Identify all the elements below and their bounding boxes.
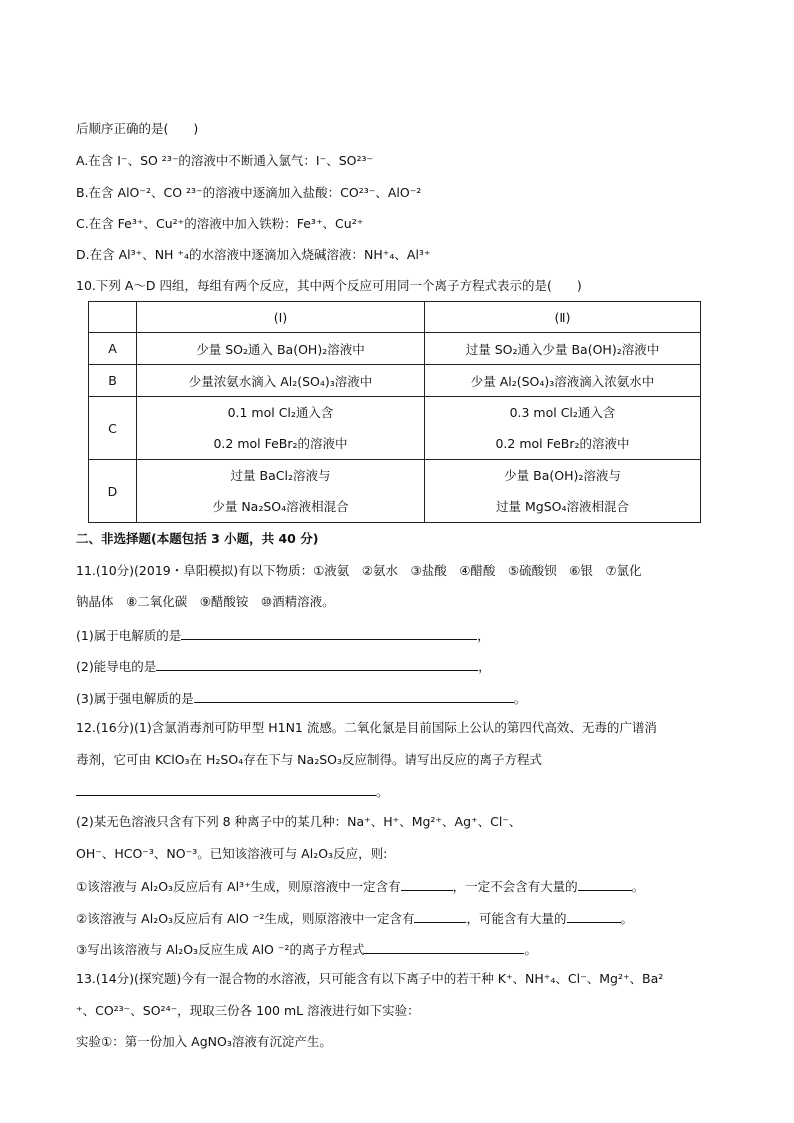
cell-line: 少量 Na₂SO₄溶液相混合 [212,499,349,514]
row-cell-2: 过量 SO₂通入少量 Ba(OH)₂溶液中 [425,333,701,365]
section-title: 二、非选择题(本题包括 3 小题，共 40 分) [76,531,319,546]
q13-line-3: 实验①：第一份加入 AgNO₃溶液有沉淀产生。 [76,1034,332,1049]
table-row [89,365,701,397]
row-label: B [89,365,137,397]
q11-part-1 [76,625,734,645]
answer-blank [76,781,376,796]
cell-line: 0.2 mol FeBr₂的溶液中 [495,436,630,451]
cell-line: 过量 BaCl₂溶液与 [230,468,331,483]
cell-line: 0.1 mol Cl₂通入含 [227,405,334,420]
q9-stem: 后顺序正确的是( ) [76,121,199,136]
q12-sub-1-a: ①该溶液与 Al₂O₃反应后有 Al³⁺生成，则原溶液中一定含有 [76,879,401,894]
q12-line-1: 12.(16分)(1)含氯消毒剂可防甲型 H1N1 流感。二氧化氯是目前国际上公认的第四代高效、无毒的广谱消 [76,720,657,735]
q12-sub-2 [76,908,734,928]
table-row [89,397,701,460]
cell-line: 0.2 mol FeBr₂的溶液中 [213,436,348,451]
q11-line-1: 11.(10分)(2019・阜阳模拟)有以下物质：①液氨 ②氨水 ③盐酸 ④醋酸 ⑤硫酸钡 ⑥银 ⑦氯化 [76,563,642,578]
answer-blank [181,625,477,640]
table-row [89,333,701,365]
q10-table [88,301,701,523]
header-col-1: (Ⅰ) [137,302,425,333]
q12-line-2: 毒剂，它可由 KClO₃在 H₂SO₄存在下与 Na₂SO₃反应制得。请写出反应的离子方程式 [76,752,542,767]
q12-sub-2-a: ②该溶液与 Al₂O₃反应后有 AlO ⁻²生成，则原溶液中一定含有 [76,911,415,926]
row-cell-1 [137,460,425,523]
answer-blank [567,908,621,923]
q9-option-a: A.在含 I⁻、SO ²³⁻的溶液中不断通入氯气：I⁻、SO²³⁻ [76,153,374,168]
q11-part-1-text: (1)属于电解质的是 [76,628,182,643]
q11-line-2: 钠晶体 ⑧二氧化碳 ⑨醋酸铵 ⑩酒精溶液。 [76,594,335,609]
q13-line-2: ⁺、CO²³⁻、SO²⁴⁻，现取三份各 100 mL 溶液进行如下实验： [76,1003,420,1018]
q9-option-d: D.在含 Al³⁺、NH ⁺₄的水溶液中逐滴加入烧碱溶液：NH⁺₄、Al³⁺ [76,247,431,262]
row-label: D [89,460,137,523]
q12-part-2-b: OH⁻、HCO⁻³、NO⁻³。已知该溶液可与 Al₂O₃反应，则: [76,846,388,861]
punct: 。 [513,691,527,706]
answer-blank [156,656,478,671]
punct: ， [477,628,490,643]
cell-line: 0.3 mol Cl₂通入含 [509,405,616,420]
punct: ， [478,659,491,674]
row-cell-2: 少量 Al₂(SO₄)₃溶液滴入浓氨水中 [425,365,701,397]
q11-part-3 [76,688,734,708]
punct: 。 [631,879,645,894]
q9-option-b: B.在含 AlO⁻²、CO ²³⁻的溶液中逐滴加入盐酸：CO²³⁻、AlO⁻² [76,185,422,200]
row-cell-2 [425,460,701,523]
q12-sub-3-a: ③写出该溶液与 Al₂O₃反应生成 AlO ⁻²的离子方程式 [76,942,365,957]
q11-part-3-text: (3)属于强电解质的是 [76,691,194,706]
q9-option-c: C.在含 Fe³⁺、Cu²⁺的溶液中加入铁粉：Fe³⁺、Cu²⁺ [76,216,364,231]
punct: 。 [524,942,537,957]
table-row [89,460,701,523]
row-cell-1: 少量 SO₂通入 Ba(OH)₂溶液中 [137,333,425,365]
punct: 。 [376,784,389,799]
header-empty [89,302,137,333]
answer-blank [364,939,524,954]
cell-line: 少量 Ba(OH)₂溶液与 [504,468,621,483]
q12-sub-1-b: ，一定不会含有大量的 [452,879,578,894]
answer-blank [414,908,466,923]
row-label: C [89,397,137,460]
answer-blank [194,688,514,703]
cell-line: 过量 MgSO₄溶液相混合 [496,499,629,514]
q12-sub-3 [76,939,734,959]
q12-sub-1 [76,876,734,896]
row-cell-1: 少量浓氨水滴入 Al₂(SO₄)₃溶液中 [137,365,425,397]
answer-blank [401,876,453,891]
row-cell-1 [137,397,425,460]
q12-sub-2-b: ，可能含有大量的 [466,911,567,926]
row-cell-2 [425,397,701,460]
q11-part-2 [76,656,734,676]
q12-part-2-a: (2)某无色溶液只含有下列 8 种离子中的某几种：Na⁺、H⁺、Mg²⁺、Ag⁺、Cl⁻、 [76,814,522,829]
header-col-2: (Ⅱ) [425,302,701,333]
answer-blank [578,876,632,891]
table-header-row [89,302,701,333]
q12-equation-line [76,781,734,801]
q11-part-2-text: (2)能导电的是 [76,659,157,674]
row-label: A [89,333,137,365]
punct: 。 [620,911,634,926]
q13-line-1: 13.(14分)(探究题)今有一混合物的水溶液，只可能含有以下离子中的若干种 K⁺、NH⁺₄、Cl⁻、Mg²⁺、Ba² [76,971,664,986]
q10-stem: 10.下列 A～D 四组，每组有两个反应，其中两个反应可用同一个离子方程式表示的是( ) [76,278,582,293]
